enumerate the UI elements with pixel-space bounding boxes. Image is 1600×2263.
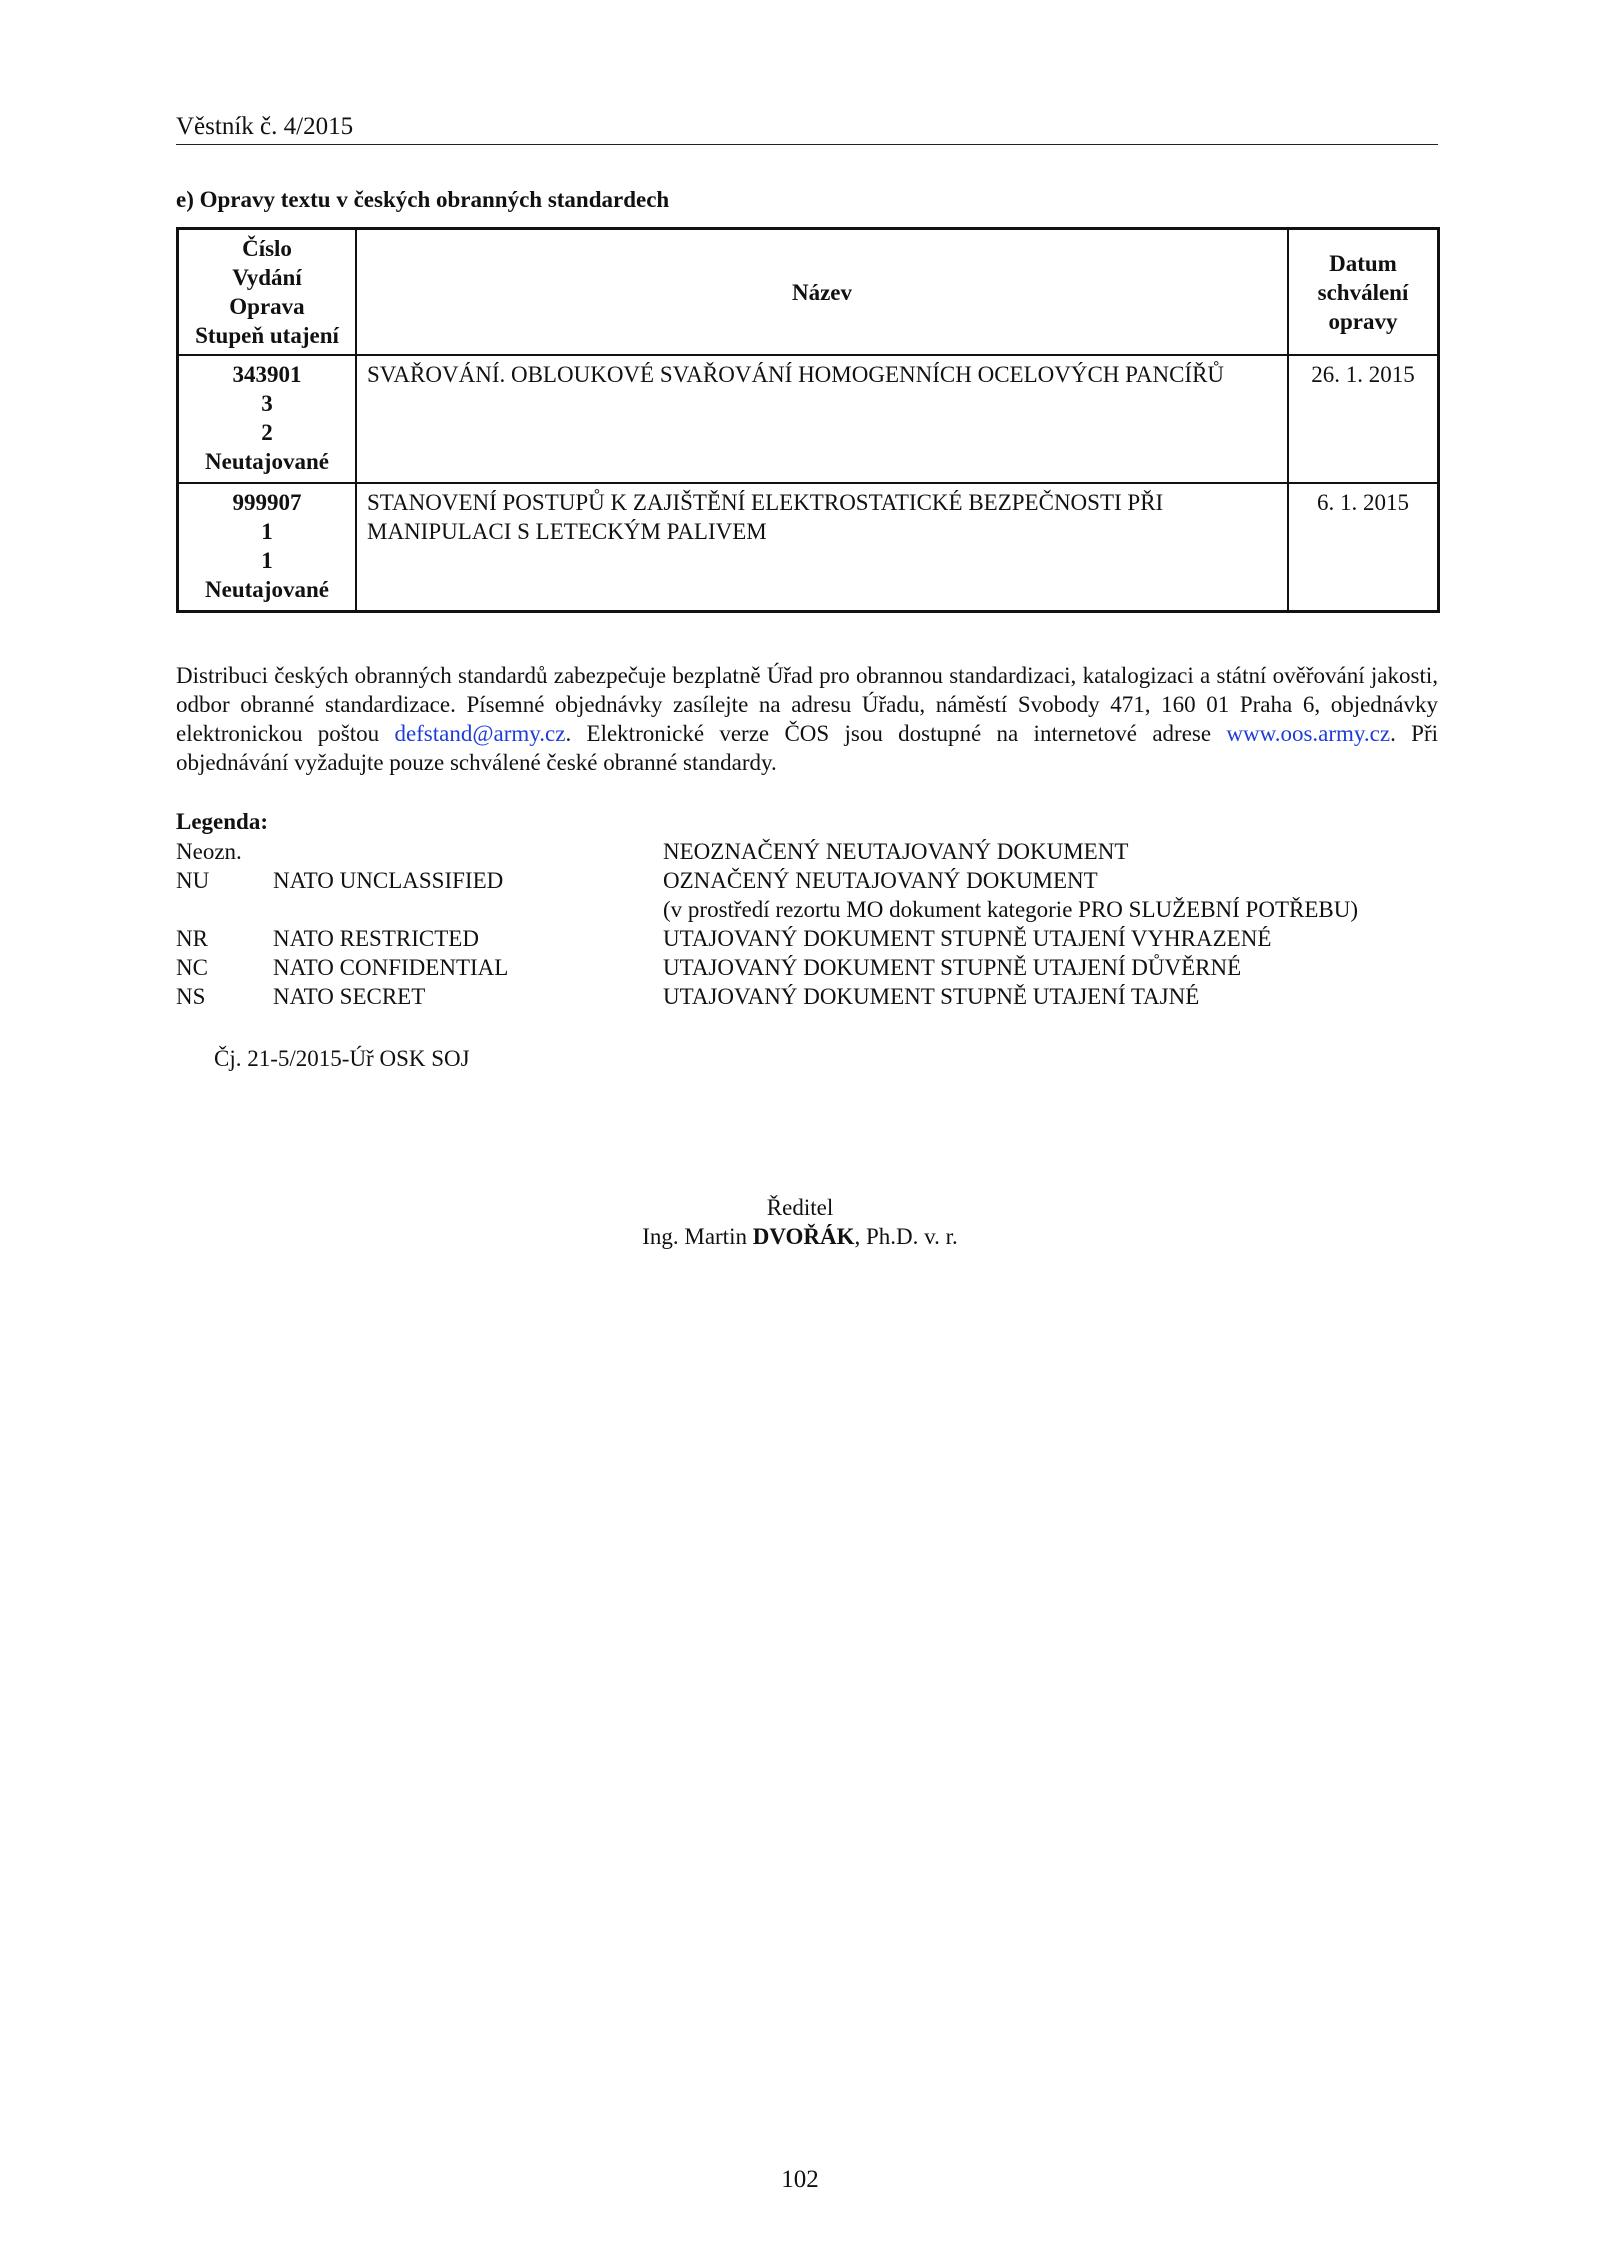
header-cislo-line: Číslo [242, 236, 292, 261]
signature-surname: DVOŘÁK [752, 1224, 855, 1249]
email-link[interactable]: defstand@army.cz [394, 721, 566, 746]
header-opravy-line: opravy [1328, 308, 1398, 334]
standards-table [176, 227, 1440, 613]
header-datum [1288, 229, 1439, 356]
row-identifiers [178, 483, 357, 612]
legend-desc: OZNAČENÝ NEUTAJOVANÝ DOKUMENT [663, 868, 1098, 893]
section-title: e) Opravy textu v českých obranných standardech [176, 187, 670, 212]
legend-desc: UTAJOVANÝ DOKUMENT STUPNĚ UTAJENÍ TAJNÉ [663, 984, 1200, 1009]
legend-nato: NATO RESTRICTED [273, 926, 479, 951]
legend-desc: (v prostředí rezortu MO dokument kategorie PRO SLUŽEBNÍ POTŘEBU) [663, 897, 1359, 922]
legend-abbr: NS [176, 984, 206, 1009]
signature-role: Ředitel [766, 1195, 834, 1220]
row-oprava: 2 [261, 420, 273, 445]
legend-abbr: NC [176, 955, 208, 980]
reference-number: Čj. 21-5/2015-Úř OSK SOJ [214, 1046, 470, 1071]
row-oprava: 1 [261, 548, 273, 573]
row-cislo: 999907 [232, 490, 302, 515]
header-vydani-line: Vydání [232, 265, 302, 290]
website-link[interactable]: www.oos.army.cz [1226, 721, 1391, 746]
distribution-text-3: . Při objednávání vyžadujte pouze schválené české obranné standardy. [176, 721, 1438, 775]
legend-desc: NEOZNAČENÝ NEUTAJOVANÝ DOKUMENT [663, 839, 1129, 864]
table-row [178, 483, 1439, 612]
row-stupen: Neutajované [205, 577, 329, 602]
page-number: 102 [781, 2166, 819, 2193]
legend-row [176, 837, 1438, 866]
row-nazev: SVAŘOVÁNÍ. OBLOUKOVÉ SVAŘOVÁNÍ HOMOGENNÍCH OCELOVÝCH PANCÍŘŮ [356, 355, 1288, 483]
row-datum: 26. 1. 2015 [1288, 355, 1439, 483]
legend-abbr: Neozn. [176, 839, 242, 864]
legend-abbr: NU [176, 868, 210, 893]
legend-nato: NATO SECRET [273, 984, 426, 1009]
legend-desc: UTAJOVANÝ DOKUMENT STUPNĚ UTAJENÍ DŮVĚRNÉ [663, 955, 1242, 980]
row-cislo: 343901 [232, 362, 302, 387]
legend-abbr: NR [176, 926, 208, 951]
legend-row [176, 953, 1438, 982]
header-datum-line: Datum [1329, 250, 1397, 276]
row-identifiers [178, 355, 357, 483]
header-title: Věstník č. 4/2015 [176, 113, 354, 140]
signature-name [0, 1222, 1600, 1251]
legend-title: Legenda: [176, 809, 268, 834]
header-oprava-line: Oprava [229, 294, 305, 319]
header-stupen-line: Stupeň utajení [195, 323, 339, 348]
header-cislo [178, 229, 357, 356]
row-datum: 6. 1. 2015 [1288, 483, 1439, 612]
table-row [178, 355, 1439, 483]
signature-suffix: , Ph.D. v. r. [854, 1224, 958, 1249]
row-nazev: STANOVENÍ POSTUPŮ K ZAJIŠTĚNÍ ELEKTROSTATICKÉ BEZPEČNOSTI PŘI MANIPULACI S LETECKÝM PALIVEM [356, 483, 1288, 612]
signature-block [0, 1193, 1600, 1251]
legend-row [176, 866, 1438, 895]
header-schvaleni-line: schválení [1317, 279, 1409, 305]
legend-row [176, 924, 1438, 953]
distribution-paragraph [176, 661, 1438, 777]
legend-row [176, 895, 1438, 924]
distribution-text-2: . Elektronické verze ČOS jsou dostupné na internetové adrese [565, 721, 1227, 746]
legend-nato: NATO CONFIDENTIAL [273, 955, 509, 980]
header-nazev: Název [356, 229, 1288, 356]
legend-list [176, 837, 1438, 1011]
signature-prefix: Ing. Martin [642, 1224, 753, 1249]
distribution-text-1: Distribuci českých obranných standardů zabezpečuje bezplatně Úřad pro obrannou standardizaci, katalogizaci a státní ověřování jakosti, odbor obranné standardizace. Písemné objednávky zasílejte na adresu Úřadu, náměstí Svobody 471, 160 01 Praha 6, objednávky elektronickou poštou [176, 663, 1438, 746]
table-header-row [178, 229, 1439, 356]
row-vydani: 1 [261, 519, 273, 544]
row-vydani: 3 [261, 391, 273, 416]
legend-desc: UTAJOVANÝ DOKUMENT STUPNĚ UTAJENÍ VYHRAZENÉ [663, 926, 1272, 951]
legend-row [176, 982, 1438, 1011]
legend-nato: NATO UNCLASSIFIED [273, 868, 504, 893]
page-header [176, 112, 1438, 145]
row-stupen: Neutajované [205, 449, 329, 474]
